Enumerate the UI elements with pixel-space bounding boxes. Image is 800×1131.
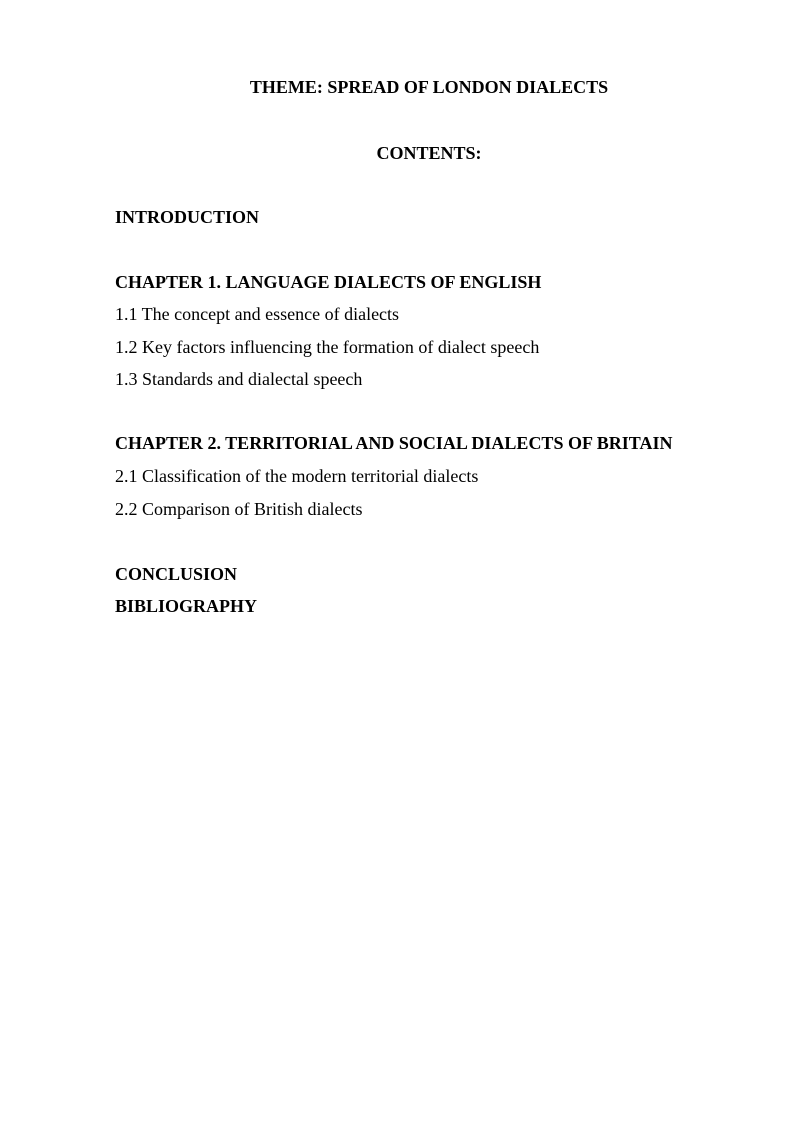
toc-item-2-1: 2.1 Classification of the modern territorial dialects	[115, 466, 479, 486]
contents-heading: CONTENTS:	[376, 143, 482, 163]
toc-introduction: INTRODUCTION	[115, 207, 260, 227]
toc-item-2-2: 2.2 Comparison of British dialects	[115, 499, 363, 519]
toc-conclusion: CONCLUSION	[115, 564, 238, 584]
toc-item-1-2: 1.2 Key factors influencing the formation of dialect speech	[115, 337, 540, 357]
toc-item-1-3: 1.3 Standards and dialectal speech	[115, 369, 363, 389]
toc-chapter-2-title: CHAPTER 2. TERRITORIAL AND SOCIAL DIALECTS OF BRITAIN	[115, 433, 673, 453]
toc-chapter-1-title: CHAPTER 1. LANGUAGE DIALECTS OF ENGLISH	[115, 272, 542, 292]
toc-bibliography: BIBLIOGRAPHY	[115, 596, 258, 616]
toc-item-1-1: 1.1 The concept and essence of dialects	[115, 304, 400, 324]
theme-title: THEME: SPREAD OF LONDON DIALECTS	[249, 77, 609, 97]
